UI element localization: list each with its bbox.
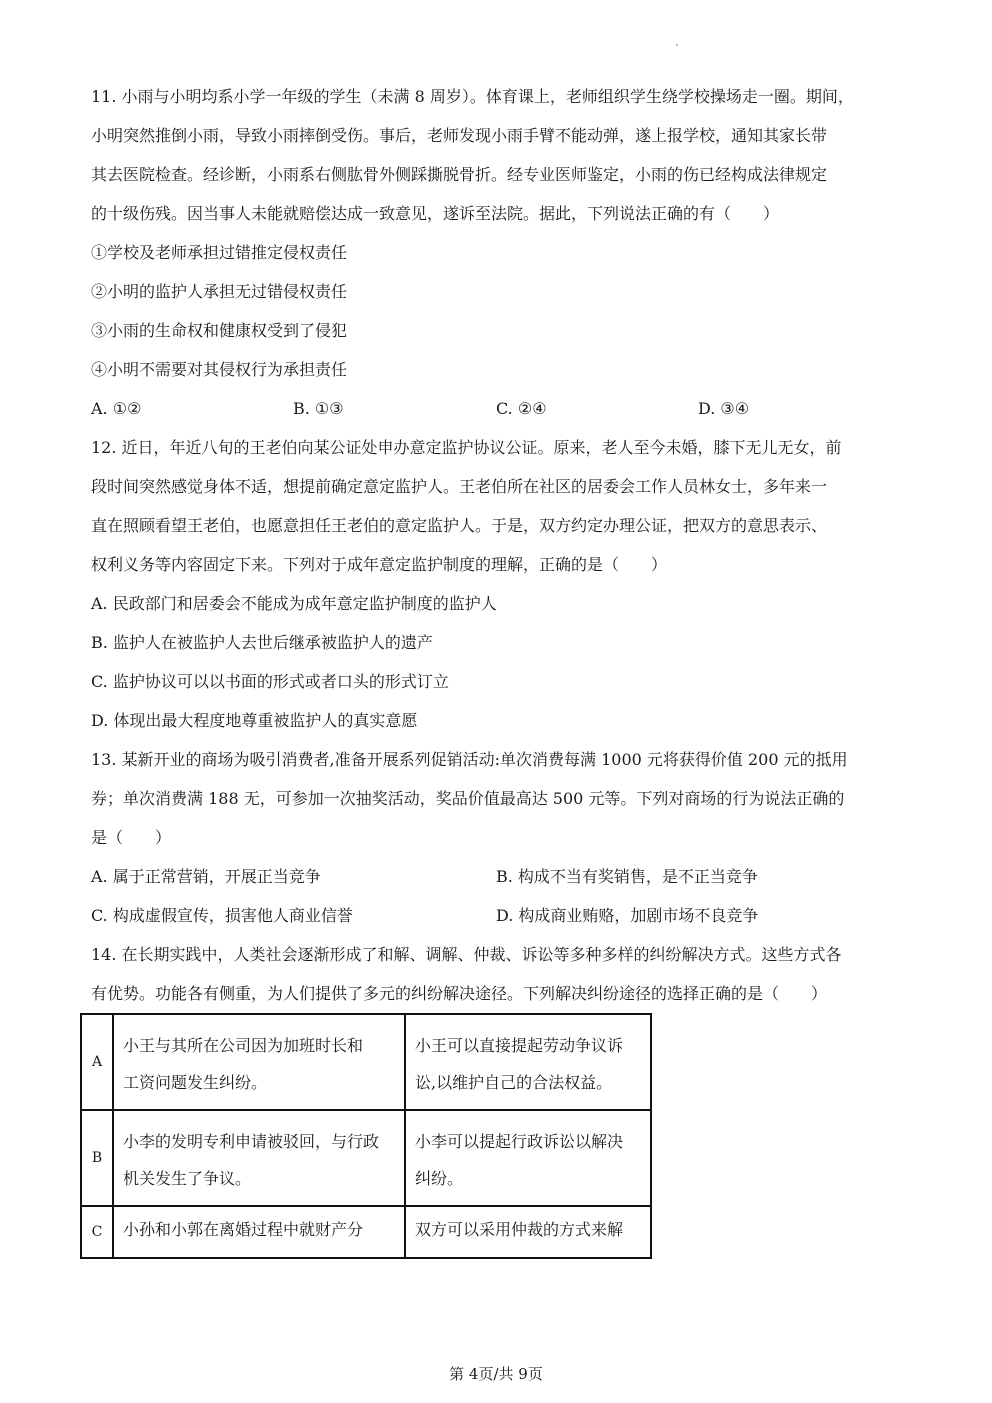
q12-stem-line-4: 权利义务等内容固定下来。下列对于成年意定监护制度的理解，正确的是（ ） [91, 555, 668, 574]
approach-line: 小王可以直接提起劳动争议诉 [415, 1036, 624, 1055]
table-row [81, 1014, 651, 1110]
q11-stem-line-3: 其去医院检查。经诊断，小雨系右侧肱骨外侧踩撕脱骨折。经专业医师鉴定，小雨的伤已经构成法律规定 [91, 165, 828, 184]
q11-option-a: A. ①② [91, 399, 142, 418]
q13-option-a: A. 属于正常营销，开展正当竞争 [91, 867, 321, 886]
row-label: C [81, 1206, 113, 1258]
q12-stem-line-2: 段时间突然感觉身体不适，想提前确定意定监护人。王老伯所在社区的居委会工作人员林女士，多年来一 [91, 477, 828, 496]
situation-line: 机关发生了争议。 [123, 1169, 252, 1188]
q12-stem-line-3: 直在照顾看望王老伯，也愿意担任王老伯的意定监护人。于是，双方约定办理公证，把双方的意思表示、 [91, 516, 828, 535]
approach-line: 小李可以提起行政诉讼以解决 [415, 1132, 624, 1151]
row-label: B [81, 1110, 113, 1206]
q11-stem-line-4: 的十级伤残。因当事人未能就赔偿达成一致意见，遂诉至法院。据此，下列说法正确的有（ ） [91, 204, 780, 223]
q13-option-c: C. 构成虚假宣传，损害他人商业信誉 [91, 906, 353, 925]
scan-dot [676, 44, 678, 46]
situation-line: 小李的发明专利申请被驳回，与行政 [123, 1132, 380, 1151]
q11-stem-line-2: 小明突然推倒小雨，导致小雨摔倒受伤。事后，老师发现小雨手臂不能动弹，遂上报学校，通知其家长带 [91, 126, 828, 145]
q11-option-d: D. ③④ [698, 399, 750, 418]
approach-cell [405, 1206, 651, 1258]
q13-stem-line-3: 是（ ） [91, 828, 172, 847]
q13-stem-line-1: 13. 某新开业的商场为吸引消费者,准备开展系列促销活动:单次消费每满 1000 元将获得价值 200 元的抵用 [91, 750, 848, 769]
situation-cell [113, 1014, 405, 1110]
q12-option-c: C. 监护协议可以以书面的形式或者口头的形式订立 [91, 672, 449, 691]
q13-option-d: D. 构成商业贿赂，加剧市场不良竞争 [496, 906, 759, 925]
q12-option-b: B. 监护人在被监护人去世后继承被监护人的遗产 [91, 633, 433, 652]
page-footer: 第 4页/共 9页 [449, 1365, 543, 1383]
row-label: A [81, 1014, 113, 1110]
situation-line: 小孙和小郭在离婚过程中就财产分 [123, 1220, 364, 1239]
approach-line: 纠纷。 [415, 1169, 464, 1188]
approach-cell [405, 1014, 651, 1110]
q12-option-a: A. 民政部门和居委会不能成为成年意定监护制度的监护人 [91, 594, 497, 613]
situation-line: 工资问题发生纠纷。 [123, 1073, 268, 1092]
approach-cell [405, 1110, 651, 1206]
q11-statement-3: ③小雨的生命权和健康权受到了侵犯 [91, 321, 348, 340]
situation-cell [113, 1110, 405, 1206]
approach-line: 讼,以维护自己的合法权益。 [415, 1073, 613, 1092]
table-row [81, 1110, 651, 1206]
q13-option-b: B. 构成不当有奖销售，是不正当竞争 [496, 867, 758, 886]
q11-statement-4: ④小明不需要对其侵权行为承担责任 [91, 360, 348, 379]
q14-stem-line-2: 有优势。功能各有侧重，为人们提供了多元的纠纷解决途径。下列解决纠纷途径的选择正确的是（ ） [91, 984, 828, 1003]
table-row [81, 1206, 651, 1258]
q12-stem-line-1: 12. 近日，年近八旬的王老伯向某公证处申办意定监护协议公证。原来，老人至今未婚，膝下无儿无女，前 [91, 438, 842, 457]
q14-stem-line-1: 14. 在长期实践中，人类社会逐渐形成了和解、调解、仲裁、诉讼等多种多样的纠纷解决方式。这些方式各 [91, 945, 842, 964]
q13-stem-line-2: 券；单次消费满 188 无，可参加一次抽奖活动，奖品价值最高达 500 元等。下列对商场的行为说法正确的 [91, 789, 845, 808]
q11-option-c: C. ②④ [496, 399, 547, 418]
approach-line: 双方可以采用仲裁的方式来解 [415, 1220, 624, 1239]
q11-stem-line-1: 11. 小雨与小明均系小学一年级的学生（未满 8 周岁）。体育课上，老师组织学生绕学校操场走一圈。期间， [91, 87, 854, 106]
q11-statement-1: ①学校及老师承担过错推定侵权责任 [91, 243, 348, 262]
situation-line: 小王与其所在公司因为加班时长和 [123, 1036, 364, 1055]
q12-option-d: D. 体现出最大程度地尊重被监护人的真实意愿 [91, 711, 418, 730]
situation-cell [113, 1206, 405, 1258]
q11-option-b: B. ①③ [293, 399, 344, 418]
q11-statement-2: ②小明的监护人承担无过错侵权责任 [91, 282, 348, 301]
q14-options-table [80, 1013, 652, 1259]
